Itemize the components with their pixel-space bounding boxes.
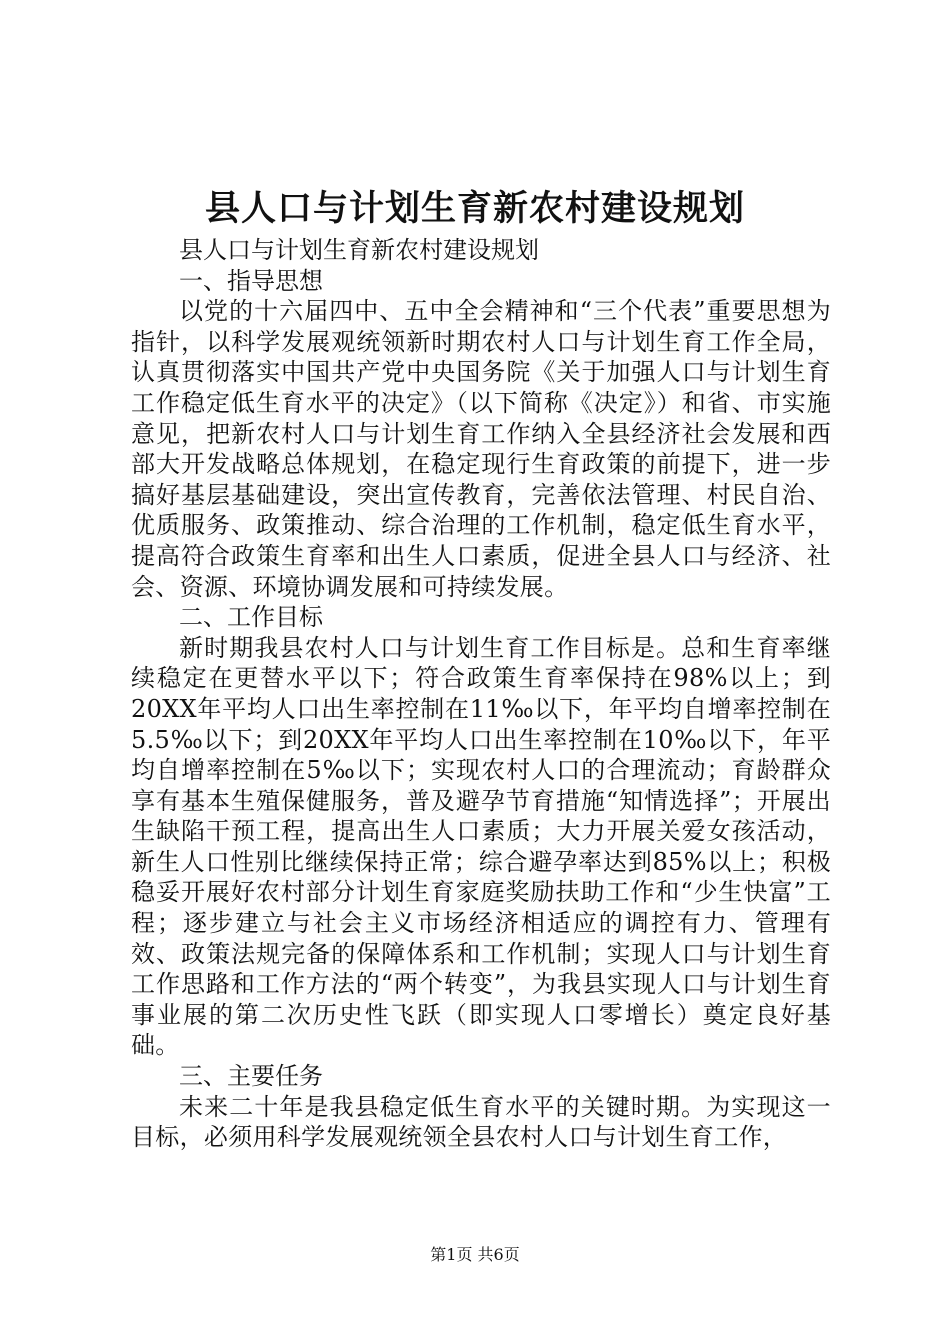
section-heading-work-goals: 二、工作目标 <box>179 603 323 632</box>
document-subtitle: 县人口与计划生育新农村建设规划 <box>179 236 539 264</box>
section-paragraph-guiding-ideology: 以党的十六届四中、五中全会精神和“三个代表”重要思想为指针，以科学发展观统领新时期农村人口与计划生育工作全局，认真贯彻落实中国共产党中央国务院《关于加强人口与计划生育工作稳定低生育水平的决定》（以下简称《决定》）和省、市实施意见，把新农村人口与计划生育工作纳入全县经济社会发展和西部大开发战略总体规划，在稳定现行生育政策的前提下，进一步搞好基层基础建设，突出宣传教育，完善依法管理、村民自治、优质服务、政策推动、综合治理的工作机制，稳定低生育水平，提高符合政策生育率和出生人口素质，促进全县人口与经济、社会、资源、环境协调发展和可持续发展。 <box>131 297 831 601</box>
section-heading-guiding-ideology: 一、指导思想 <box>179 266 323 295</box>
section-heading-main-tasks: 三、主要任务 <box>179 1062 323 1091</box>
document-title: 县人口与计划生育新农村建设规划 <box>204 188 745 229</box>
section-paragraph-main-tasks: 未来二十年是我县稳定低生育水平的关键时期。为实现这一目标，必须用科学发展观统领全县农村人口与计划生育工作， <box>131 1092 831 1152</box>
document-body <box>131 235 831 1153</box>
page-number-footer: 第1页 共6页 <box>430 1245 520 1264</box>
section-paragraph-work-goals: 新时期我县农村人口与计划生育工作目标是。总和生育率继续稳定在更替水平以下；符合政策生育率保持在98%以上；到20XX年平均人口出生率控制在11‰以下，年平均自增率控制在5.5‰以下；到20XX年平均人口出生率控制在10‰以下，年平均自增率控制在5‰以下；实现农村人口的合理流动；育龄群众享有基本生殖保健服务，普及避孕节育措施“知情选择”；开展出生缺陷干预工程，提高出生人口素质；大力开展关爱女孩活动，新生人口性别比继续保持正常；综合避孕率达到85%以上；积极稳妥开展好农村部分计划生育家庭奖励扶助工作和“少生快富”工程；逐步建立与社会主义市场经济相适应的调控有力、管理有效、政策法规完备的保障体系和工作机制；实现人口与计划生育工作思路和工作方法的“两个转变”，为我县实现人口与计划生育事业展的第二次历史性飞跃（即实现人口零增长）奠定良好基础。 <box>131 633 831 1060</box>
